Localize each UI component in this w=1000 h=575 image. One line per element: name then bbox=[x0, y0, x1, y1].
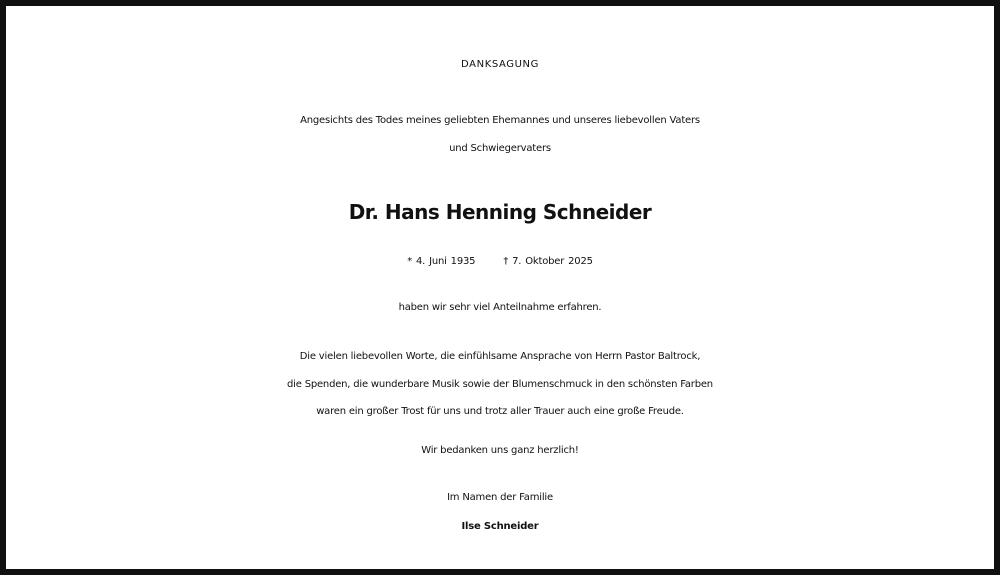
signature: Ilse Schneider bbox=[461, 521, 539, 532]
thanks-line: Wir bedanken uns ganz herzlich! bbox=[421, 445, 579, 456]
body-line-3: waren ein großer Trost für uns und trotz aller Trauer auch eine große Freude. bbox=[316, 406, 684, 417]
deceased-name: Dr. Hans Henning Schneider bbox=[348, 200, 652, 224]
birth-date: * 4. Juni 1935 bbox=[407, 256, 476, 267]
life-dates bbox=[6, 250, 994, 274]
body-line-1: Die vielen liebevollen Worte, die einfühlsame Ansprache von Herrn Pastor Baltrock, bbox=[299, 351, 701, 362]
notice-heading: DANKSAGUNG bbox=[461, 59, 539, 70]
intro-line-1: Angesichts des Todes meines geliebten Ehemannes und unseres liebevollen Vaters bbox=[300, 115, 700, 126]
body-line-2: die Spenden, die wunderbare Musik sowie der Blumenschmuck in den schönsten Farben bbox=[287, 379, 713, 390]
death-date: † 7. Oktober 2025 bbox=[503, 256, 593, 267]
family-label: Im Namen der Familie bbox=[447, 492, 553, 503]
intro-line-2: und Schwiegervaters bbox=[449, 143, 551, 154]
sympathy-line: haben wir sehr viel Anteilnahme erfahren. bbox=[398, 302, 602, 313]
